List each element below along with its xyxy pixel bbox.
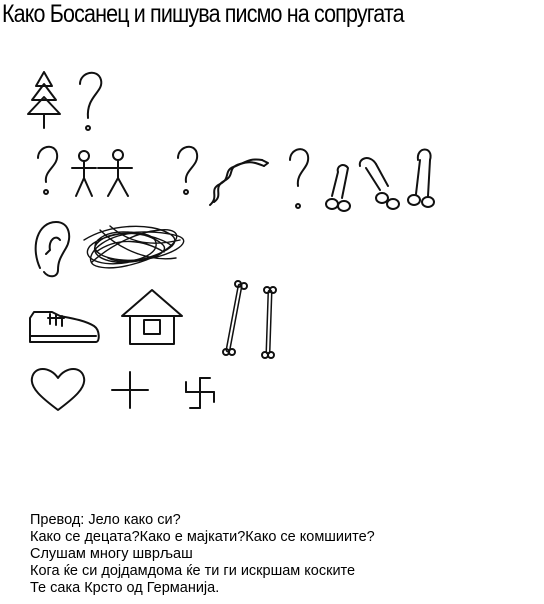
bones-icon xyxy=(223,281,276,358)
translation-text xyxy=(30,512,375,597)
question-mark-icon xyxy=(80,73,101,130)
phallus-icon xyxy=(326,165,350,211)
phallus-icon xyxy=(360,158,399,209)
cross-icon xyxy=(112,372,148,408)
swastika-icon xyxy=(186,378,214,408)
two-children-icon xyxy=(72,150,132,196)
question-mark-icon xyxy=(38,147,57,194)
question-mark-icon xyxy=(178,147,197,194)
question-mark-icon xyxy=(290,149,308,208)
snake-icon xyxy=(210,159,268,205)
shoe-icon xyxy=(30,312,99,342)
scribble-icon xyxy=(84,226,184,268)
translation-line: Те сака Крсто од Германија. xyxy=(30,580,220,596)
translation-line: Превод: Јело како си? xyxy=(30,512,181,528)
translation-line: Како се децата?Како е мајкати?Како се комшиите? xyxy=(30,529,375,545)
heart-icon xyxy=(32,369,84,410)
tree-icon xyxy=(28,72,60,128)
translation-line: Кога ќе си дојдамдома ќе ти ги искршам коските xyxy=(30,563,356,579)
page-title: Како Босанец и пишува писмо на сопругата xyxy=(2,0,404,28)
phallus-icon xyxy=(408,150,434,208)
ear-icon xyxy=(36,222,70,276)
translation-line: Слушам многу шврљаш xyxy=(30,546,193,562)
house-icon xyxy=(122,290,182,344)
